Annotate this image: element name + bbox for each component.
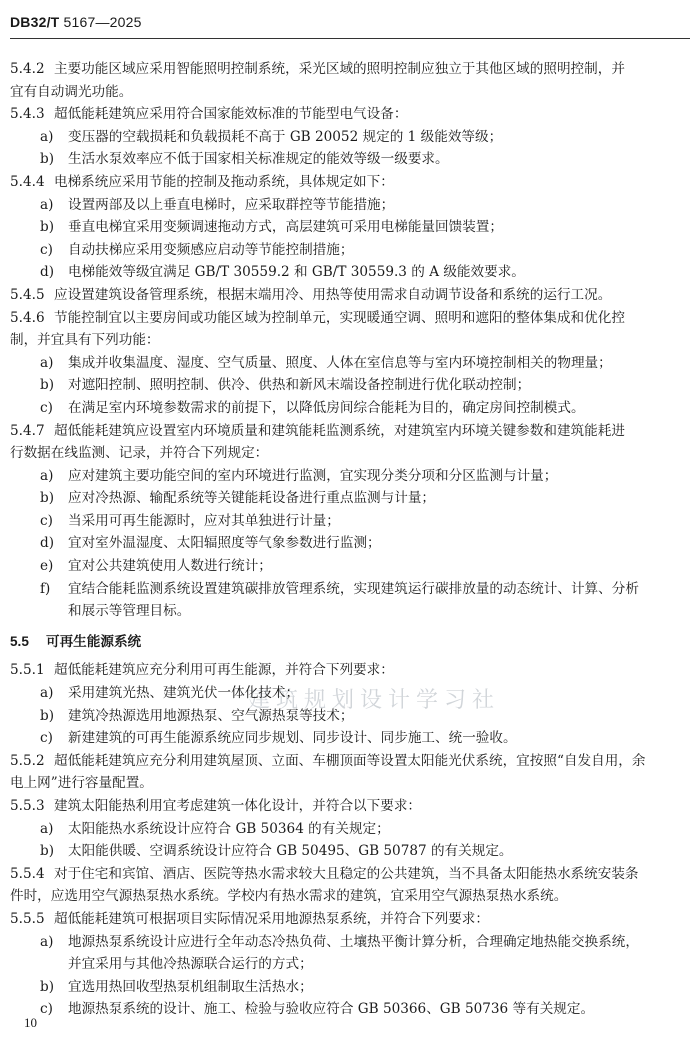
item-label: b) (40, 377, 55, 394)
clause-line (0, 795, 700, 818)
clause-text: 电上网”进行容量配置。 (10, 775, 153, 792)
list-item (0, 727, 700, 750)
item-text: 变压器的空载损耗和负载损耗不高于 GB 20052 规定的 1 级能效等级； (68, 128, 503, 145)
clause-number: 5.4.3 (10, 106, 45, 123)
list-item (0, 148, 700, 171)
item-text: 集成并收集温度、湿度、空气质量、照度、人体在室信息等与室内环境控制相关的物理量； (68, 354, 612, 371)
clause-line (0, 171, 700, 194)
clause-text: 超低能耗建筑可根据项目实际情况采用地源热泵系统，并符合下列要求： (54, 910, 489, 927)
item-text: 生活水泵效率应不低于国家相关标准规定的能效等级一级要求。 (68, 151, 449, 168)
standard-code: DB32/T (10, 14, 60, 30)
clause-text: 主要功能区域应采用智能照明控制系统，采光区域的照明控制应独立于其他区域的照明控制，并 (54, 61, 625, 77)
list-item (0, 818, 700, 841)
item-label: d) (40, 535, 55, 552)
standard-header (10, 14, 142, 30)
clause-line (0, 81, 700, 104)
item-text: 宜结合能耗监测系统设置建筑碳排放管理系统，实现建筑运行碳排放量的动态统计、计算、分析 (68, 580, 639, 597)
item-text: 建筑冷热源选用地源热泵、空气源热泵等技术； (68, 707, 354, 724)
item-label: c) (40, 730, 53, 747)
list-item (0, 194, 700, 217)
item-label: a) (40, 933, 54, 950)
item-text: 在满足室内环境参数需求的前提下，以降低房间综合能耗为目的，确定房间控制模式。 (68, 399, 585, 416)
clause-text: 超低能耗建筑应充分利用建筑屋顶、立面、车棚顶面等设置太阳能光伏系统，宜按照“自发自用，余 (54, 752, 646, 769)
list-item (0, 239, 700, 262)
item-text: 地源热泵系统设计应进行全年动态冷热负荷、土壤热平衡计算分析，合理确定地热能交换系统， (68, 933, 639, 950)
item-text: 垂直电梯宜采用变频调速拖动方式，高层建筑可采用电梯能量回馈装置； (68, 219, 503, 236)
item-label: c) (40, 399, 53, 416)
clause-text: 建筑太阳能热利用宜考虑建筑一体化设计，并符合以下要求： (54, 798, 422, 814)
clause-text: 行数据在线监测、记录，并符合下列规定： (10, 445, 269, 462)
item-text: 电梯能效等级宜满足 GB/T 30559.2 和 GB/T 30559.3 的 A 级能效要求。 (68, 264, 525, 281)
item-label: b) (40, 219, 55, 236)
clause-line (0, 885, 700, 908)
clause-text: 电梯系统应采用节能的控制及拖动系统，具体规定如下： (54, 173, 394, 190)
item-text: 设置两部及以上垂直电梯时，应采取群控等节能措施； (68, 196, 395, 213)
clause-line (0, 284, 700, 307)
clause-number: 5.4.7 (10, 422, 45, 439)
clause-line (0, 442, 700, 465)
clause-text: 宜有自动调光功能。 (10, 83, 133, 100)
list-item (0, 578, 700, 601)
list-item (0, 705, 700, 728)
section-gap (0, 623, 700, 631)
clause-number: 5.5.3 (10, 798, 45, 814)
clause-line (0, 659, 700, 682)
clause-number: 5.5.2 (10, 752, 45, 769)
list-item (0, 510, 700, 533)
clause-number: 5.5.5 (10, 910, 45, 927)
list-item (0, 532, 700, 555)
clause-number: 5.5.1 (10, 662, 45, 679)
clause-number: 5.4.2 (10, 61, 45, 77)
list-item (0, 397, 700, 420)
clause-text: 应设置建筑设备管理系统，根据末端用冷、用热等使用需求自动调节设备和系统的运行工况。 (54, 286, 612, 303)
item-label: d) (40, 264, 55, 281)
item-label: c) (40, 241, 53, 258)
item-text: 宜对公共建筑使用人数进行统计； (68, 558, 272, 575)
item-label: a) (40, 467, 54, 484)
item-text: 应对建筑主要功能空间的室内环境进行监测，宜实现分类分项和分区监测与计量； (68, 467, 558, 484)
item-label: b) (40, 978, 55, 995)
item-text: 采用建筑光热、建筑光伏一体化技术； (68, 685, 300, 702)
header-rule (10, 38, 690, 39)
watermark-text: 建筑规划设计学习社 (248, 688, 501, 713)
item-text: 应对冷热源、输配系统等关键能耗设备进行重点监测与计量； (68, 490, 436, 507)
item-label: e) (40, 558, 54, 575)
list-item (0, 487, 700, 510)
clause-line (0, 307, 700, 330)
list-item (0, 352, 700, 375)
list-item (0, 555, 700, 578)
clause-line (0, 750, 700, 773)
clause-line (0, 772, 700, 795)
list-item (0, 600, 700, 623)
clause-line (0, 329, 700, 352)
list-item (0, 840, 700, 863)
standard-number: 5167—2025 (63, 14, 142, 30)
item-label: f) (40, 580, 51, 597)
clause-number: 5.4.4 (10, 173, 45, 190)
item-text: 宜选用热回收型热泵机组制取生活热水； (68, 978, 313, 995)
list-item (0, 126, 700, 149)
list-item (0, 998, 700, 1021)
clause-text: 件时，应选用空气源热泵热水系统。学校内有热水需求的建筑，宜采用空气源热泵热水系统。 (10, 888, 568, 905)
item-label: b) (40, 490, 55, 507)
clause-line (0, 58, 700, 81)
item-text: 对遮阳控制、照明控制、供冷、供热和新风末端设备控制进行优化联动控制； (68, 377, 531, 394)
item-label: c) (40, 1001, 53, 1018)
item-text: 太阳能供暖、空调系统设计应符合 GB 50495、GB 50787 的有关规定。 (68, 843, 513, 860)
list-item (0, 953, 700, 976)
item-label: b) (40, 151, 55, 168)
item-label: c) (40, 512, 53, 529)
list-item (0, 465, 700, 488)
clause-text: 超低能耗建筑应采用符合国家能效标准的节能型电气设备： (54, 106, 408, 123)
list-item (0, 931, 700, 954)
clause-text: 对于住宅和宾馆、酒店、医院等热水需求较大且稳定的公共建筑，当不具备太阳能热水系统安装条 (54, 865, 639, 882)
page-number: 10 (24, 1015, 37, 1030)
clause-number: 5.4.5 (10, 286, 45, 303)
item-label: a) (40, 196, 54, 213)
item-label: a) (40, 354, 54, 371)
list-item (0, 216, 700, 239)
item-label: a) (40, 685, 54, 702)
list-item (0, 976, 700, 999)
clause-line (0, 103, 700, 126)
section-title: 可再生能源系统 (46, 633, 142, 649)
clause-line (0, 863, 700, 886)
clause-line (0, 908, 700, 931)
item-text: 自动扶梯应采用变频感应启动等节能控制措施； (68, 241, 354, 258)
clause-text: 制，并宜具有下列功能： (10, 332, 160, 349)
list-item (0, 261, 700, 284)
clause-text: 节能控制宜以主要房间或功能区域为控制单元，实现暖通空调、照明和遮阳的整体集成和优化控 (54, 309, 625, 326)
item-text: 地源热泵系统的设计、施工、检验与验收应符合 GB 50366、GB 50736 等有关规定。 (68, 1001, 595, 1018)
section-number: 5.5 (10, 633, 29, 649)
item-label: a) (40, 820, 54, 837)
list-item (0, 374, 700, 397)
list-item (0, 682, 700, 705)
item-label: b) (40, 843, 55, 860)
clause-text: 超低能耗建筑应充分利用可再生能源，并符合下列要求： (54, 662, 394, 679)
item-label: a) (40, 128, 54, 145)
item-text: 并宜采用与其他冷热源联合运行的方式； (68, 956, 313, 973)
clause-number: 5.4.6 (10, 309, 45, 326)
clause-line (0, 420, 700, 443)
document-body (0, 58, 700, 1021)
item-label: b) (40, 707, 55, 724)
clause-text: 超低能耗建筑应设置室内环境质量和建筑能耗监测系统，对建筑室内环境关键参数和建筑能耗进 (54, 422, 625, 439)
section-heading (0, 631, 700, 654)
item-text: 和展示等管理目标。 (68, 603, 191, 620)
item-text: 当采用可再生能源时，应对其单独进行计量； (68, 512, 340, 529)
clause-number: 5.5.4 (10, 865, 45, 882)
item-text: 太阳能热水系统设计应符合 GB 50364 的有关规定； (68, 820, 390, 837)
item-text: 新建建筑的可再生能源系统应同步规划、同步设计、同步施工、统一验收。 (68, 730, 517, 747)
item-text: 宜对室外温湿度、太阳辐照度等气象参数进行监测； (68, 535, 381, 552)
